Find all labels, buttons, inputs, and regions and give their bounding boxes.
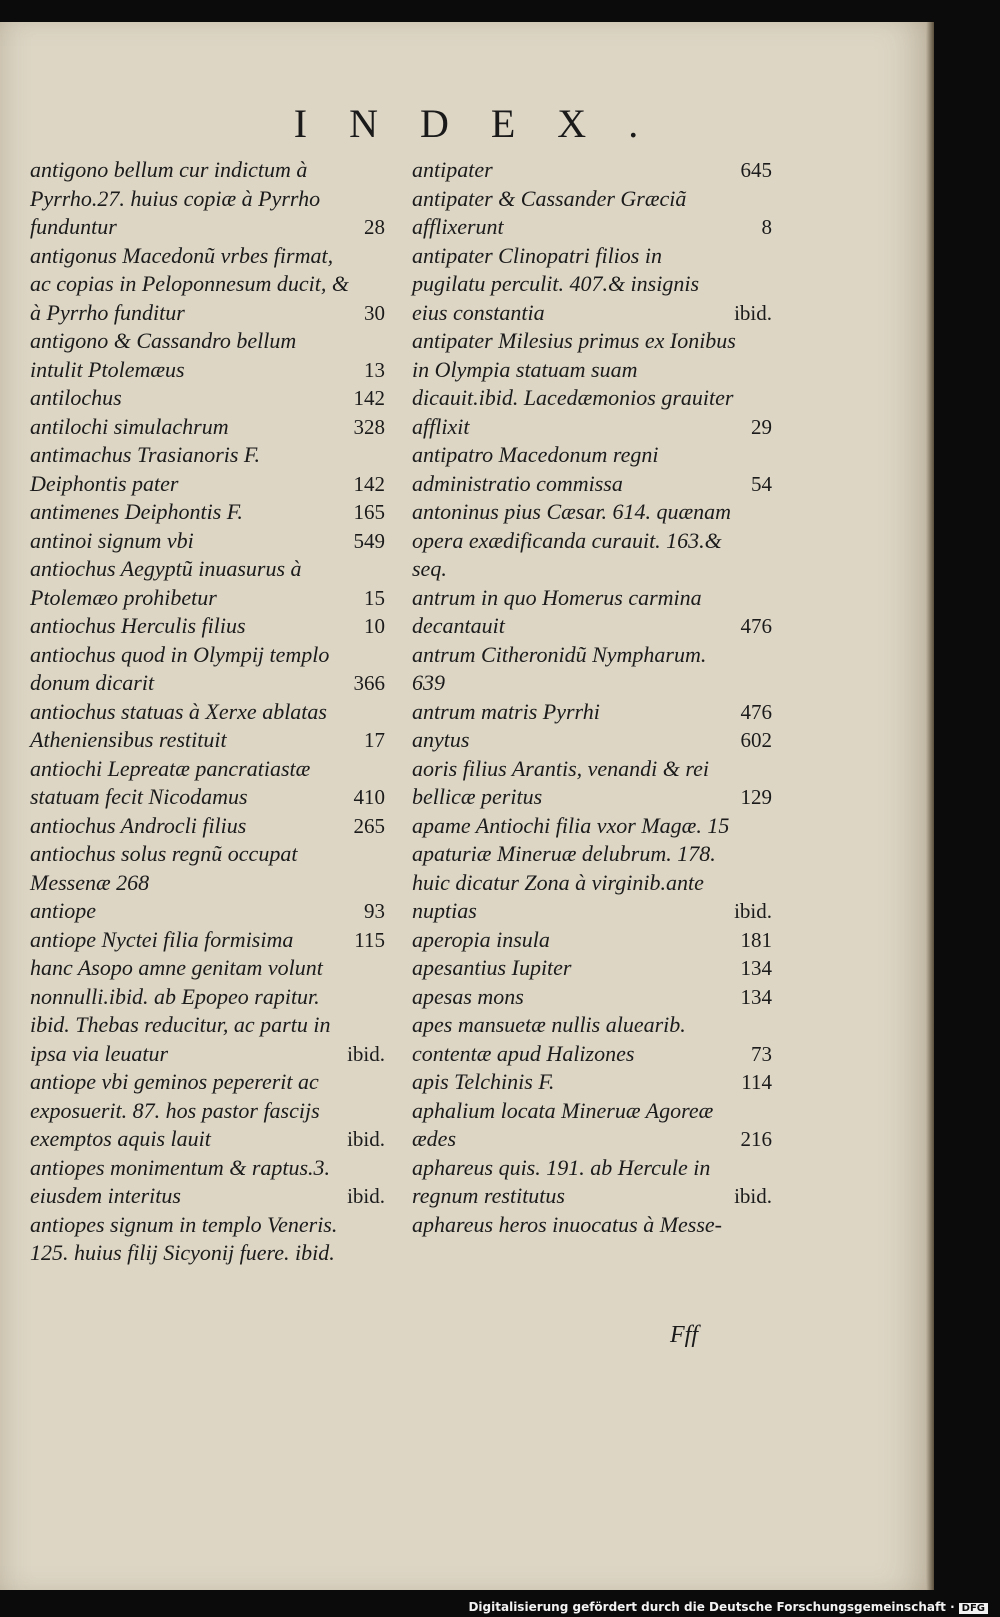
- index-entry: [412, 812, 772, 841]
- index-entry: [412, 1068, 772, 1097]
- index-entry: [30, 527, 385, 556]
- entry-text: aphareus heros inuocatus à Messe-: [412, 1211, 722, 1237]
- page-reference: 73: [751, 1041, 772, 1066]
- index-entry: [412, 641, 772, 698]
- index-entry: [412, 584, 772, 641]
- entry-text: apame Antiochi filia vxor Magæ. 15: [412, 812, 730, 838]
- page-reference: 142: [353, 386, 385, 410]
- index-entry: [30, 413, 385, 442]
- page-reference: 265: [353, 813, 385, 838]
- page-reference: 134: [740, 956, 772, 980]
- index-entry: [412, 755, 772, 812]
- page-reference: ibid.: [347, 1041, 385, 1066]
- entry-text: antimachus Trasianoris F. Deiphontis pater: [30, 442, 261, 496]
- entry-text: antiope: [30, 898, 96, 923]
- entry-text: apesantius Iupiter: [412, 955, 572, 980]
- entry-text: antiopes signum in templo Veneris. 125. huius filij Sicyonij fuere. ibid.: [30, 1211, 338, 1265]
- entry-text: apes mansuetæ nullis aluearib. contentæ apud Halizones: [412, 1012, 686, 1066]
- index-entry: [30, 840, 385, 897]
- page-reference: 15: [364, 585, 385, 610]
- entry-text: antiochus Androcli filius: [30, 812, 247, 838]
- entry-text: antigono bellum cur indictum à Pyrrho.27. huius copiæ à Pyrrho funduntur: [30, 157, 321, 239]
- page-reference: 165: [353, 500, 385, 524]
- entry-text: antipater & Cassander Græciã afflixerunt: [412, 185, 687, 239]
- entry-text: antipater Milesius primus ex Ionibus in Olympia statuam suam dicauit.ibid. Lacedæmonios grauiter afflixit: [412, 328, 736, 439]
- page-reference: ibid.: [734, 300, 772, 325]
- index-entry: [30, 1154, 385, 1211]
- entry-text: aoris filius Arantis, venandi & rei bellicæ peritus: [412, 755, 710, 809]
- book-page: [0, 22, 932, 1590]
- page-reference: 17: [364, 728, 385, 752]
- page-reference: 30: [364, 300, 385, 325]
- page-spine-shadow: [926, 22, 934, 1590]
- index-entry: [30, 698, 385, 755]
- index-entry: [412, 840, 772, 926]
- entry-text: antiopes monimentum & raptus.3. eiusdem interitus: [30, 1154, 331, 1208]
- entry-text: antiope vbi geminos pepererit ac exposuerit. 87. hos pastor fascijs exemptos aquis lauit: [30, 1069, 320, 1151]
- entry-text: aperopia insula: [412, 926, 550, 952]
- page-reference: 476: [740, 699, 772, 724]
- page-reference: 29: [751, 414, 772, 439]
- entry-text: antimenes Deiphontis F.: [30, 499, 243, 524]
- index-entry: [30, 812, 385, 841]
- index-entry: [412, 1011, 772, 1068]
- index-entry: [412, 242, 772, 328]
- index-entry: [30, 498, 385, 527]
- page-reference: 134: [740, 984, 772, 1009]
- page-reference: 114: [741, 1070, 772, 1094]
- index-entry: [30, 641, 385, 698]
- index-entry: [412, 983, 772, 1012]
- page-reference: 602: [740, 728, 772, 752]
- page-header: [0, 100, 932, 147]
- page-reference: 181: [740, 927, 772, 952]
- index-entry: [30, 755, 385, 812]
- index-entry: [412, 498, 772, 584]
- page-reference: ibid.: [347, 1127, 385, 1151]
- page-reference: 328: [353, 414, 385, 439]
- page-reference: 129: [740, 785, 772, 809]
- digitization-footer: [468, 1600, 988, 1614]
- right-column: [412, 156, 772, 1239]
- entry-text: antiochus solus regnũ occupat Messenæ 268: [30, 841, 298, 895]
- index-entry: [30, 1068, 385, 1154]
- page-reference: ibid.: [347, 1184, 385, 1208]
- page-reference: 476: [740, 614, 772, 638]
- page-reference: 115: [354, 927, 385, 952]
- entry-text: antiochus quod in Olympij templo donum dicarit: [30, 641, 330, 695]
- left-column: [30, 156, 385, 1268]
- dfg-logo: DFG: [959, 1603, 988, 1614]
- entry-text: antinoi signum vbi: [30, 527, 194, 553]
- index-title: INDEX.: [293, 101, 681, 146]
- index-entry: [30, 555, 385, 612]
- page-reference: 13: [364, 357, 385, 382]
- page-reference: 366: [353, 671, 385, 695]
- index-entry: [412, 1097, 772, 1154]
- page-reference: 93: [364, 899, 385, 923]
- page-reference: 142: [353, 471, 385, 496]
- page-reference: 8: [761, 215, 772, 239]
- entry-text: antipatro Macedonum regni administratio commissa: [412, 442, 659, 496]
- entry-text: anytus: [412, 727, 470, 752]
- entry-text: antigonus Macedonũ vrbes firmat, ac copias in Peloponnesum ducit, & à Pyrrho funditur: [30, 242, 349, 325]
- index-entry: [30, 242, 385, 328]
- page-reference: 410: [353, 785, 385, 809]
- entry-text: antiochus statuas à Xerxe ablatas Atheniensibus restituit: [30, 698, 327, 752]
- entry-text: antiochus Herculis filius: [30, 613, 246, 638]
- signature-mark: Fff: [670, 1322, 698, 1348]
- entry-text: antilochus: [30, 385, 122, 410]
- page-reference: 645: [740, 158, 772, 182]
- entry-text: apesas mons: [412, 983, 524, 1009]
- entry-text: aphalium locata Mineruæ Agoreæ ædes: [412, 1097, 714, 1151]
- index-entry: [30, 327, 385, 384]
- index-entry: [412, 1154, 772, 1211]
- index-entry: [412, 185, 772, 242]
- entry-text: antipater Clinopatri filios in pugilatu perculit. 407.& insignis eius constantia: [412, 242, 700, 325]
- index-entry: [30, 441, 385, 498]
- page-reference: 54: [751, 471, 772, 496]
- page-reference: 28: [364, 215, 385, 239]
- entry-text: antilochi simulachrum: [30, 413, 229, 439]
- entry-text: antigono & Cassandro bellum intulit Ptolemæus: [30, 328, 297, 382]
- entry-text: hanc Asopo amne genitam volunt nonnulli.ibid. ab Epopeo rapitur. ibid. Thebas reducitur, ac partu in ipsa via leuatur: [30, 955, 331, 1066]
- entry-text: antiochi Lepreatæ pancratiastæ statuam fecit Nicodamus: [30, 755, 311, 809]
- index-entry: [30, 612, 385, 641]
- entry-text: apaturiæ Mineruæ delubrum. 178. huic dicatur Zona à virginib.ante nuptias: [412, 841, 716, 923]
- entry-text: antrum Citheronidũ Nympharum. 639: [412, 641, 707, 695]
- index-entry: [30, 954, 385, 1068]
- entry-text: antoninus pius Cæsar. 614. quænam opera exædificanda curauit. 163.& seq.: [412, 499, 732, 581]
- index-entry: [412, 954, 772, 983]
- index-entry: [412, 726, 772, 755]
- index-entry: [30, 1211, 385, 1268]
- page-reference: 216: [740, 1127, 772, 1151]
- page-reference: 549: [353, 528, 385, 553]
- index-entry: [30, 926, 385, 955]
- page-reference: 10: [364, 614, 385, 638]
- index-entry: [412, 1211, 772, 1240]
- entry-text: apis Telchinis F.: [412, 1069, 555, 1094]
- index-entry: [412, 698, 772, 727]
- entry-text: antrum matris Pyrrhi: [412, 698, 600, 724]
- entry-text: aphareus quis. 191. ab Hercule in regnum restitutus: [412, 1154, 711, 1208]
- entry-text: antiochus Aegyptũ inuasurus à Ptolemæo prohibetur: [30, 556, 302, 610]
- entry-text: antrum in quo Homerus carmina decantauit: [412, 584, 702, 638]
- index-entry: [30, 384, 385, 413]
- footer-text: Digitalisierung gefördert durch die Deutsche Forschungsgemeinschaft ·: [468, 1600, 955, 1614]
- entry-text: antipater: [412, 157, 493, 182]
- index-entry: [412, 441, 772, 498]
- index-entry: [412, 156, 772, 185]
- index-entry: [30, 156, 385, 242]
- index-entry: [30, 897, 385, 926]
- page-reference: ibid.: [734, 1184, 772, 1208]
- index-entry: [412, 926, 772, 955]
- index-entry: [412, 327, 772, 441]
- entry-text: antiope Nyctei filia formisima: [30, 926, 294, 952]
- page-reference: ibid.: [734, 899, 772, 923]
